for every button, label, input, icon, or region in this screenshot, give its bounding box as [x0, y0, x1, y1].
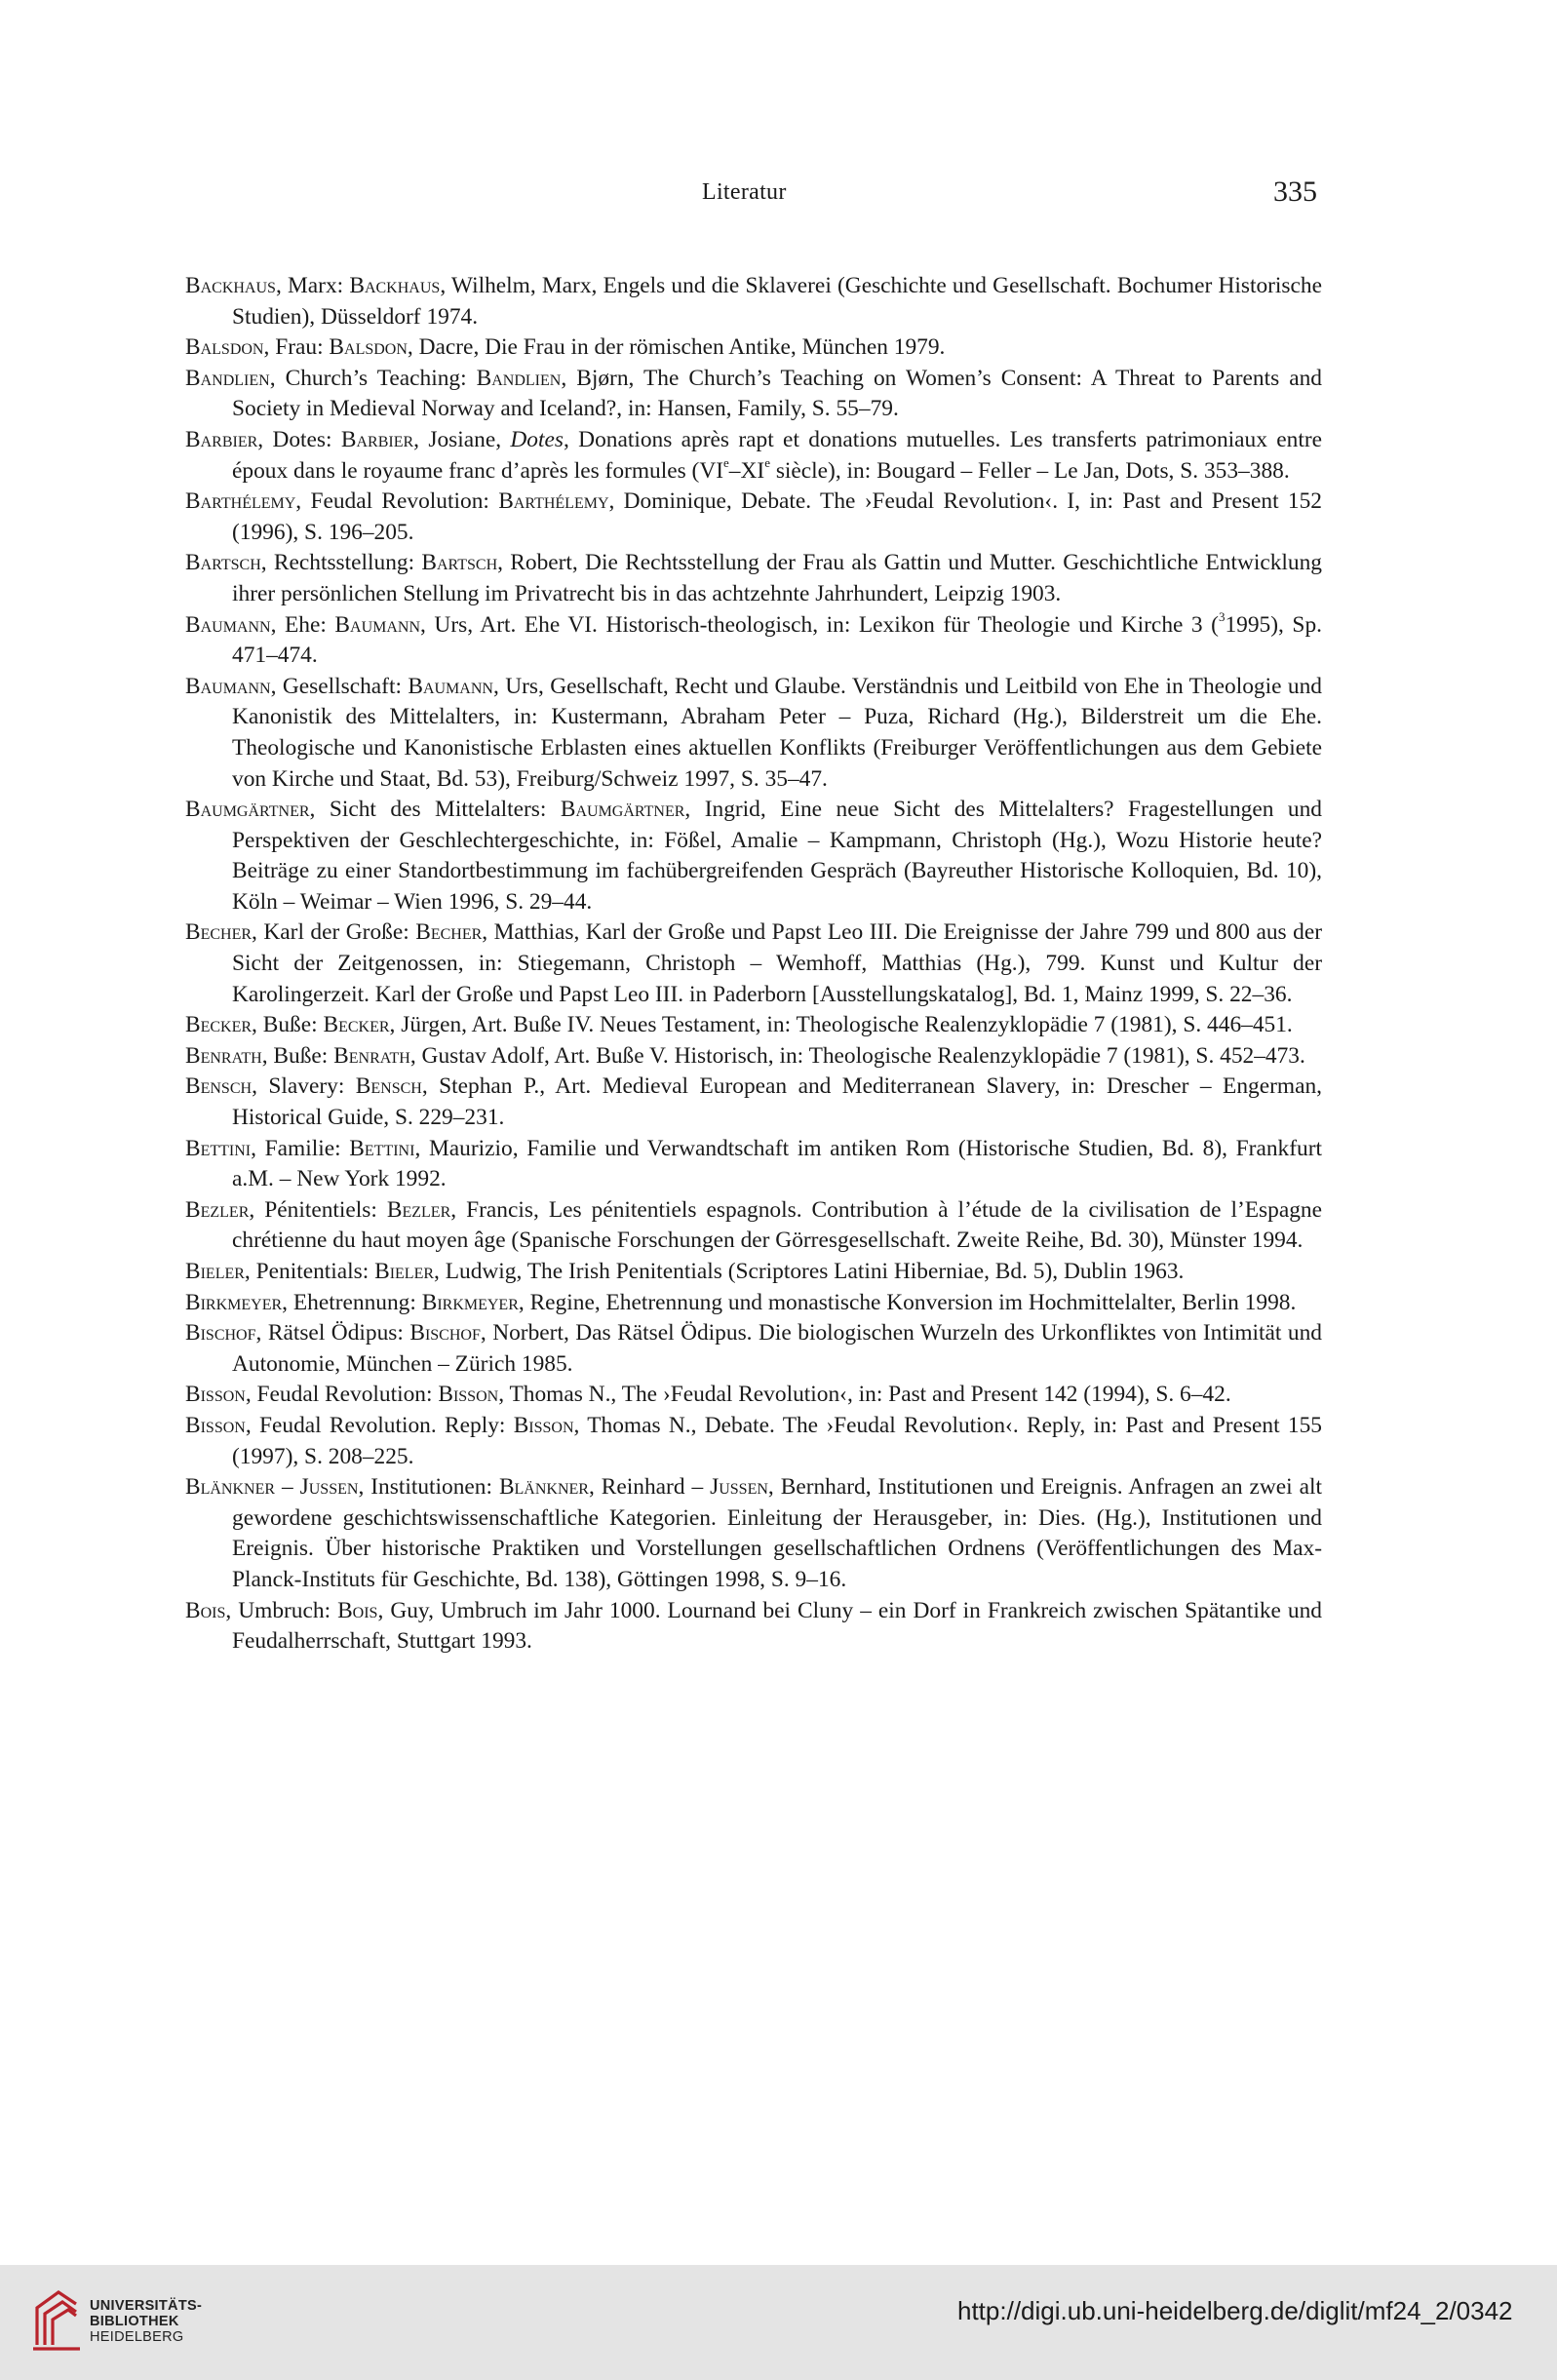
author-name: Jussen	[299, 1474, 359, 1501]
bibliography-entry	[185, 1041, 1322, 1073]
entry-text: , Reinhard –	[588, 1474, 711, 1501]
bibliography-entry	[185, 271, 1322, 332]
author-name: Bezler	[386, 1196, 451, 1223]
entry-text: , Francis, Les pénitentiels espagnols. Contribution à l’étude de la civilisation de l’Espagne chrétienne du haut moyen âge (Spanische Forschungen der Görresgesellschaft. Zweite Reihe, Bd. 30), Münster 1994.	[232, 1196, 1323, 1254]
entry-text: , Norbert, Das Rätsel Ödipus. Die biologischen Wurzeln des Urkonfliktes von Intimität und Autonomie, München – Zürich 1985.	[232, 1320, 1322, 1377]
entry-text: , Thomas N., Debate. The ›Feudal Revolution‹. Reply, in: Past and Present 155 (1997), S. 208–225.	[232, 1412, 1323, 1469]
author-name: Bieler	[185, 1259, 245, 1284]
entry-text: , Penitentials:	[244, 1259, 375, 1284]
entry-text: , Bjørn, The Church’s Teaching on Women’s Consent: A Threat to Parents and Society in Medieval Norway and Iceland?, in: Hansen, Family, S. 55–79.	[232, 365, 1322, 422]
author-name: Bandlien	[476, 365, 562, 391]
author-name: Bieler	[374, 1259, 435, 1284]
entry-text: , Church’s Teaching:	[269, 365, 477, 391]
bibliography-entry	[185, 332, 1322, 364]
entry-text: , Familie:	[251, 1135, 350, 1161]
entry-text: , Dotes:	[257, 426, 341, 452]
author-name: Bisson	[438, 1382, 499, 1408]
bibliography-entry	[185, 672, 1322, 795]
entry-text: , Thomas N., The ›Feudal Revolution‹, in: Past and Present 142 (1994), S. 6–42.	[498, 1382, 1231, 1408]
entry-text: , Pénitentiels:	[249, 1196, 387, 1223]
bibliography-entry	[185, 1134, 1322, 1195]
running-header	[0, 176, 1557, 215]
author-name: Backhaus	[349, 273, 441, 298]
entry-text: , Ehe:	[270, 611, 335, 638]
entry-text: –XI	[728, 457, 765, 484]
running-title: Literatur	[702, 179, 787, 205]
superscript: e	[764, 454, 770, 470]
bibliography-entry	[185, 364, 1322, 425]
entry-text: , Feudal Revolution. Reply:	[245, 1412, 514, 1438]
author-name: Barbier	[340, 426, 414, 452]
author-name: Balsdon	[185, 334, 264, 361]
entry-text: , Josiane,	[413, 426, 511, 452]
entry-text: , Matthias, Karl der Große und Papst Leo III. Die Ereignisse der Jahre 799 und 800 aus der Sicht der Zeitgenossen, in: Stiegemann, Christoph – Wemhoff, Matthias (Hg.), 799. Kunst und Kultur der Karolingerzeit. Karl der Große und Papst Leo III. in Paderborn [Ausstellungskatalog], Bd. 1, Mainz 1999, S. 22–36.	[232, 919, 1322, 1007]
entry-text: , Feudal Revolution:	[245, 1382, 439, 1408]
entry-text: , Ludwig, The Irish Penitentials (Scriptores Latini Hiberniae, Bd. 5), Dublin 1963.	[434, 1259, 1185, 1284]
author-name: Bensch	[185, 1073, 253, 1100]
bibliography-entry	[185, 1380, 1322, 1411]
entry-text: , Gesellschaft:	[270, 673, 409, 699]
bibliography-entry	[185, 425, 1322, 487]
bibliography-entry	[185, 795, 1322, 917]
library-name-line-3: HEIDELBERG	[90, 2329, 184, 2345]
library-name	[90, 2298, 202, 2345]
entry-text: , Dacre, Die Frau in der römischen Antike, München 1979.	[407, 334, 946, 361]
author-name: Birkmeyer	[185, 1289, 283, 1315]
entry-text: , Karl der Große:	[252, 919, 416, 946]
entry-text: , Rechtsstellung:	[260, 550, 422, 576]
author-name: Barthélemy	[185, 488, 296, 515]
entry-text: 1995), Sp. 471–474.	[232, 611, 1322, 669]
bibliography-entry	[185, 1318, 1322, 1380]
author-name: Bezler	[185, 1196, 250, 1223]
entry-text: , Guy, Umbruch im Jahr 1000. Lournand bei Cluny – ein Dorf in Frankreich zwischen Spätantike und Feudalherrschaft, Stuttgart 1993.	[232, 1597, 1322, 1655]
entry-text: , Slavery:	[252, 1073, 356, 1100]
entry-text: , Robert, Die Rechtsstellung der Frau als Gattin und Mutter. Geschichtliche Entwicklung ihrer persönlichen Stellung im Privatrecht bis in das achtzehnte Jahrhundert, Leipzig 1903.	[232, 550, 1322, 606]
bibliography-entry	[185, 548, 1322, 609]
author-name: Baumann	[408, 673, 493, 699]
entry-text: , Buße:	[261, 1042, 334, 1069]
entry-text: , Institutionen:	[358, 1474, 499, 1501]
library-name-line-2: BIBLIOTHEK	[90, 2314, 179, 2329]
entry-text: –	[275, 1474, 300, 1501]
italic-title: Dotes	[510, 426, 564, 452]
author-name: Bischof	[409, 1320, 481, 1346]
entry-text: , Urs, Art. Ehe VI. Historisch-theologisch, in: Lexikon für Theologie und Kirche 3 (	[420, 611, 1219, 638]
entry-text: , Feudal Revolution:	[295, 488, 499, 515]
bibliography-list	[185, 271, 1322, 1658]
superscript: e	[723, 454, 729, 470]
bibliography-entry	[185, 1257, 1322, 1288]
bibliography-entry	[185, 1010, 1322, 1041]
entry-text: , Stephan P., Art. Medieval European and Mediterranean Slavery, in: Drescher – Engerman, Historical Guide, S. 229–231.	[232, 1073, 1322, 1131]
author-name: Blänkner	[185, 1474, 276, 1501]
author-name: Bois	[185, 1597, 226, 1623]
author-name: Becker	[185, 1012, 253, 1038]
entry-text: , Wilhelm, Marx, Engels und die Sklaverei (Geschichte und Gesellschaft. Bochumer Historische Studien), Düsseldorf 1974.	[232, 273, 1322, 330]
footer-bar	[0, 2265, 1557, 2380]
bibliography-entry	[185, 1596, 1322, 1658]
entry-text: , Frau:	[263, 334, 330, 361]
entry-text: , Donations après rapt et donations mutuelles. Les transferts patrimoniaux entre époux dans le royaume franc d’après les formules (VI	[232, 426, 1322, 484]
entry-text: , Buße:	[252, 1012, 324, 1038]
author-name: Becher	[415, 919, 483, 946]
bibliography-entry	[185, 917, 1322, 1010]
bibliography-entry	[185, 487, 1322, 548]
entry-text: , Bernhard, Institutionen und Ereignis. Anfragen an zwei alt gewordene geschichtswissenschaftliche Kategorien. Einleitung der Herausgeber, in: Dies. (Hg.), Institutionen und Ereignis. Über historische Praktiken und Vorstellungen gesellschaftlichen Ordnens (Veröffentlichungen des Max-Planck-Instituts für Geschichte, Bd. 138), Göttingen 1998, S. 9–16.	[232, 1474, 1323, 1592]
bibliography-entry	[185, 610, 1322, 672]
author-name: Bisson	[185, 1382, 246, 1408]
bibliography-entry	[185, 1472, 1322, 1595]
author-name: Baumann	[334, 611, 421, 638]
author-name: Blänkner	[498, 1474, 589, 1501]
entry-text: , Jürgen, Art. Buße IV. Neues Testament, in: Theologische Realenzyklopädie 7 (1981), S. 446–451.	[389, 1012, 1293, 1038]
author-name: Bisson	[185, 1412, 246, 1438]
entry-text: , Ingrid, Eine neue Sicht des Mittelalters? Fragestellungen und Perspektiven der Geschlechtergeschichte, in: Fößel, Amalie – Kampmann, Christoph (Hg.), Wozu Historie heute? Beiträge zu einer Standortbestimmung im fachübergreifenden Gespräch (Bayreuther Historische Kolloquien, Bd. 10), Köln – Weimar – Wien 1996, S. 29–44.	[232, 797, 1322, 915]
author-name: Bartsch	[421, 550, 498, 576]
author-name: Becher	[185, 919, 253, 946]
author-name: Bettini	[185, 1135, 252, 1161]
author-name: Bisson	[513, 1412, 574, 1438]
entry-text: , Marx:	[275, 273, 350, 298]
author-name: Benrath	[333, 1042, 410, 1069]
permalink[interactable]: http://digi.ub.uni-heidelberg.de/diglit/mf24_2/0342	[957, 2296, 1513, 2325]
author-name: Baumann	[185, 611, 271, 638]
library-logo-icon	[27, 2284, 86, 2357]
author-name: Becker	[323, 1012, 390, 1038]
bibliography-entry	[185, 1195, 1322, 1257]
author-name: Barthélemy	[498, 488, 609, 515]
author-name: Bettini	[349, 1135, 415, 1161]
author-name: Bensch	[355, 1073, 422, 1100]
entry-text: , Umbruch:	[225, 1597, 338, 1623]
superscript: 3	[1218, 608, 1226, 624]
author-name: Bischof	[185, 1320, 256, 1346]
author-name: Baumann	[185, 673, 271, 699]
author-name: Birkmeyer	[421, 1289, 519, 1315]
entry-text: , Maurizio, Familie und Verwandtschaft im antiken Rom (Historische Studien, Bd. 8), Frankfurt a.M. – New York 1992.	[232, 1135, 1322, 1192]
entry-text: , Sicht des Mittelalters:	[309, 797, 561, 823]
entry-text: , Gustav Adolf, Art. Buße V. Historisch, in: Theologische Realenzyklopädie 7 (1981), S. 452–473.	[409, 1042, 1305, 1069]
entry-text: , Rätsel Ödipus:	[255, 1320, 410, 1346]
bibliography-entry	[185, 1411, 1322, 1472]
author-name: Jussen	[710, 1474, 768, 1501]
author-name: Bandlien	[185, 365, 270, 391]
entry-text: , Urs, Gesellschaft, Recht und Glaube. Verständnis und Leitbild von Ehe in Theologie und Kanonistik des Mittelalters, in: Kustermann, Abraham Peter – Puza, Richard (Hg.), Bilderstreit um die Ehe. Theologische und Kanonistische Erblasten eines aktuellen Konflikts (Freiburger Veröffentlichungen aus dem Gebiete von Kirche und Staat, Bd. 53), Freiburg/Schweiz 1997, S. 35–47.	[232, 673, 1322, 792]
entry-text: siècle), in: Bougard – Feller – Le Jan, Dots, S. 353–388.	[769, 457, 1290, 484]
author-name: Baumgärtner	[560, 797, 685, 823]
author-name: Balsdon	[329, 334, 408, 361]
author-name: Backhaus	[185, 273, 276, 298]
library-name-line-1: UNIVERSITÄTS-	[90, 2298, 203, 2314]
author-name: Bartsch	[185, 550, 261, 576]
author-name: Benrath	[185, 1042, 262, 1069]
author-name: Baumgärtner	[185, 797, 310, 823]
author-name: Barbier	[185, 426, 258, 452]
entry-text: , Regine, Ehetrennung und monastische Konversion im Hochmittelalter, Berlin 1998.	[518, 1289, 1297, 1315]
bibliography-entry	[185, 1288, 1322, 1319]
bibliography-entry	[185, 1072, 1322, 1133]
page-number: 335	[1273, 176, 1317, 208]
entry-text: , Dominique, Debate. The ›Feudal Revolution‹. I, in: Past and Present 152 (1996), S. 196–205.	[232, 488, 1322, 545]
entry-text: , Ehetrennung:	[282, 1289, 422, 1315]
author-name: Bois	[337, 1597, 378, 1623]
